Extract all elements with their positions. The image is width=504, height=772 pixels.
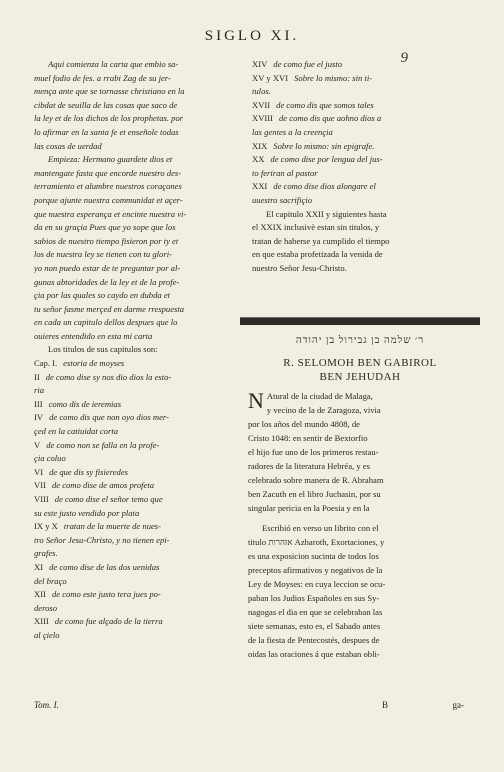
chapter-title: como dis de ieremias [48, 398, 122, 409]
chapter-entry [34, 479, 234, 493]
running-header: SIGLO XI. [204, 28, 300, 44]
chapter-title: de como dise el señor temo que [54, 494, 163, 504]
text-line: Atural de la ciudad de Malaga, [266, 391, 373, 401]
chapter-entry [34, 615, 234, 629]
chapter-number: VIII [34, 494, 49, 504]
chapter-number: XI [34, 561, 44, 572]
chapter-entry [34, 520, 234, 534]
text-line: en que estaba profetizada la venida de [252, 249, 383, 260]
signature-mark: B [382, 700, 389, 710]
text-line: ben Zacuth en el libro Juchasin, por su [248, 489, 381, 499]
chapter-entry [34, 629, 234, 643]
text-line: Ley de Moyses: en cuya leccion se ocu- [248, 579, 386, 589]
text-line: tratan de haberse ya cumplido el tiempo [252, 235, 390, 246]
chapter-number: II [34, 371, 40, 382]
text-line: muel fodio de fes. a rrabi Zag de su jer- [34, 72, 171, 83]
chapter-entry [252, 167, 466, 181]
right-column [252, 58, 466, 276]
text-line: paban los Judios Españoles en sus Sy- [248, 593, 380, 603]
chapter-entry [34, 398, 234, 412]
chapter-entry [34, 547, 234, 561]
author-name-line: BEN JEHUDAH [319, 371, 401, 383]
text-line: en cada un capitulo dellos despues que lo [34, 317, 178, 328]
chapter-entry [252, 58, 466, 72]
chapter-entry [252, 99, 466, 113]
chapter-number: XV y XVI [252, 72, 289, 83]
text-line: es una exposicion sucinta de todos los [248, 551, 379, 561]
chapter-title: de como fue el justo [273, 59, 343, 69]
text-line: lo afirmar en la santa fe et enseñole todas [34, 126, 179, 137]
text-line: los de nuestra ley se tienen con tu glori- [34, 249, 172, 260]
chapter-title: de como non se falla en la profe- [46, 439, 160, 450]
author-heading [242, 356, 478, 384]
chapter-number: XII [34, 589, 46, 600]
chapter-number: XIII [34, 616, 49, 627]
chapter-entry [34, 411, 234, 425]
chapter-entry [34, 561, 234, 575]
works-paragraph [248, 521, 468, 661]
chapter-entry [34, 371, 234, 385]
text-line: singular pericia en la Poesia y en la [248, 503, 370, 513]
text-line: cibdat de seuilla de las cosas que saco de [34, 99, 178, 110]
section-divider [240, 317, 480, 325]
text-line: de la fiesta de Pentecostés, despues de [248, 635, 380, 645]
chapter-title: tro Señor Jesu-Christo, y no tienen epi- [34, 534, 170, 545]
text-line: porque ajunte nuestra communidat et açer- [34, 194, 183, 205]
chapter-title: de que dis sy fisieredes [49, 466, 128, 477]
chapter-entry [252, 194, 466, 208]
chapter-title: de como dise sy nos dio dios la esto- [45, 371, 172, 382]
chapter-title: ria [34, 385, 45, 396]
chapter-number: XIX [252, 140, 268, 151]
text-line: çia por las quales so caydo en dubda et [34, 290, 171, 301]
chapter-entry [34, 466, 234, 480]
chapter-title: del braço [34, 575, 67, 586]
chapter-title: to feriran al pastor [252, 167, 318, 178]
volume-mark: Tom. I. [34, 700, 59, 710]
chapter-number: XVIII [252, 113, 273, 124]
signature-and-catchword [382, 700, 464, 710]
author-name-line: R. SELOMOH BEN GABIROL [283, 357, 437, 369]
text-line: gunas abtoridades de la ley et de la profe- [34, 276, 180, 287]
text-line: las cosas de uerdad [34, 140, 102, 151]
chapter-title: grafes. [34, 548, 58, 559]
chapter-entry [34, 439, 234, 453]
text-line: mantengate fasta que encorde nuestro des- [34, 167, 182, 178]
chapter-title: de como fue alçado de la tierra [54, 616, 163, 627]
text-line: sabios de nuestro tiempo fisieron por ty et [34, 235, 179, 246]
text-line: titulo אזהרות Azharoth, Exortaciones, y [248, 537, 385, 547]
chapter-number: IX y X [34, 521, 58, 532]
text-line: la ley et de los dichos de los prophetas. por [34, 113, 184, 124]
chapter-list [34, 357, 234, 642]
text-line: Cristo 1048: en sentir de Bextorfio [248, 433, 368, 443]
chapter-title: deroso [34, 602, 58, 613]
chapter-title: de como dise de amos profeta [51, 480, 155, 491]
text-line: nuestro Señor Jesu-Christo. [252, 262, 347, 273]
text-line: Empieza: Hermano guardete dios et [48, 154, 173, 165]
text-line: Aqui comienza la carta que embio sa- [48, 59, 179, 69]
chapter-entry [34, 357, 234, 371]
chapter-number: XX [252, 154, 265, 165]
chapter-number: V [34, 439, 41, 450]
chapter-title: tratan de la muerte de nues- [63, 521, 162, 532]
text-line: yo non puedo estar de te preguntar por al- [34, 262, 181, 273]
text-line: celebrado sobre manera de R. Abraham [248, 475, 384, 485]
chapter-title: las gentes a la creençia [252, 126, 333, 137]
text-line: preceptos afirmativos y negativos de la [248, 565, 383, 575]
catchword: ga- [452, 700, 465, 710]
text-line: tu señor fasme merçed en darme rrespuesta [34, 303, 185, 314]
text-line: terramiento et alumbre nuestros coraçones [34, 181, 182, 192]
chapter-entry [34, 575, 234, 589]
chapter-number: XVII [252, 99, 271, 110]
text-line: radores de la literatura Hebréa, y es [248, 461, 370, 471]
chapter-entry [34, 384, 234, 398]
chapter-title: tulos. [252, 86, 271, 97]
chapter-entry [34, 493, 234, 507]
chapter-entry [252, 85, 466, 99]
chapter-number: VI [34, 466, 44, 477]
chapter-title: de como dise por lengua del jus- [270, 154, 383, 165]
text-line: y vecino de la de Zaragoza, vivia [266, 405, 381, 415]
chapter-title: de como dise de las dos uenidas [49, 561, 160, 572]
chapter-entry [252, 112, 466, 126]
hebrew-author-name: ר׳ שלמה בן גבירול בן יהודה [295, 335, 425, 346]
text-line: Escribió en verso un librito con el [262, 523, 379, 533]
chapter-entry [252, 180, 466, 194]
text-line: nagogas el dia en que se celebraban las [248, 607, 383, 617]
chapter-title: çed en la catiuidat corta [34, 426, 119, 437]
letter-intro [34, 58, 234, 153]
chapter-title: de como dis que aohno dios a [279, 113, 382, 124]
chapter-number: VII [34, 480, 46, 491]
chapter-title: de como dis que non oyo dios mer- [49, 412, 169, 423]
chapter-title: al çielo [34, 629, 60, 640]
text-line: El capitulo XXII y siguientes hasta [266, 208, 387, 219]
chapter-titles-heading: Los titulos de sus capitulos son: [48, 344, 158, 355]
chapter-title: de como dise dios alongare el [273, 181, 376, 192]
text-line: siete semanas, esto es, el Sabado antes [248, 621, 381, 631]
text-line: el XXIX inclusivè estan sin titulos, y [252, 222, 380, 233]
chapter-entry [34, 507, 234, 521]
left-column [34, 58, 234, 643]
chapter-title: çia coluo [34, 453, 66, 464]
text-line: oidas las oraciones á que estaban obli- [248, 649, 380, 659]
text-line: mença ante que se tornasse christiano en la [34, 86, 185, 97]
chapter-number: IV [34, 412, 44, 423]
chapter-entry [252, 140, 466, 154]
chapter-number: XIV [252, 59, 268, 69]
chapter-entry [34, 452, 234, 466]
text-line: que nuestra esperança et encinte nuestra vi- [34, 208, 187, 219]
chapter-title: de como este justo tera jues po- [51, 589, 161, 600]
chapter-entry [252, 126, 466, 140]
chapter-title: Sobre lo mismo: sin ti- [294, 72, 373, 83]
text-line: por los años del mundo 4808, de [248, 419, 360, 429]
text-line: ouieres entendido en esta mi carta [34, 330, 153, 341]
chapter-list [252, 58, 466, 208]
chapter-entry [34, 425, 234, 439]
letter-body [34, 153, 234, 343]
author-biography [248, 389, 468, 515]
chapter-number: Cap. I. [34, 358, 58, 369]
chapter-number: III [34, 398, 43, 409]
text-line: da en su graçia Pues que yo sope que los [34, 222, 176, 233]
chapter-entry [34, 602, 234, 616]
chapter-number: XXI [252, 181, 268, 192]
chapter-entry [252, 72, 466, 86]
drop-cap: N [248, 388, 264, 413]
chapter-title: Sobre lo mismo: sin epigrafe. [273, 140, 375, 151]
chapter-title: su este justo vendido por plata [34, 507, 140, 518]
chapter-entry [252, 153, 466, 167]
closing-paragraph [252, 208, 466, 276]
chapter-entry [34, 588, 234, 602]
page-number: 9 [400, 50, 408, 66]
text-line: el hijo fue uno de los primeros restau- [248, 447, 379, 457]
chapter-title: estoria de moyses [63, 358, 125, 369]
chapter-title: de como dis que somos tales [276, 99, 374, 110]
chapter-title: uuestro sacrifiçio [252, 194, 313, 205]
chapter-entry [34, 534, 234, 548]
